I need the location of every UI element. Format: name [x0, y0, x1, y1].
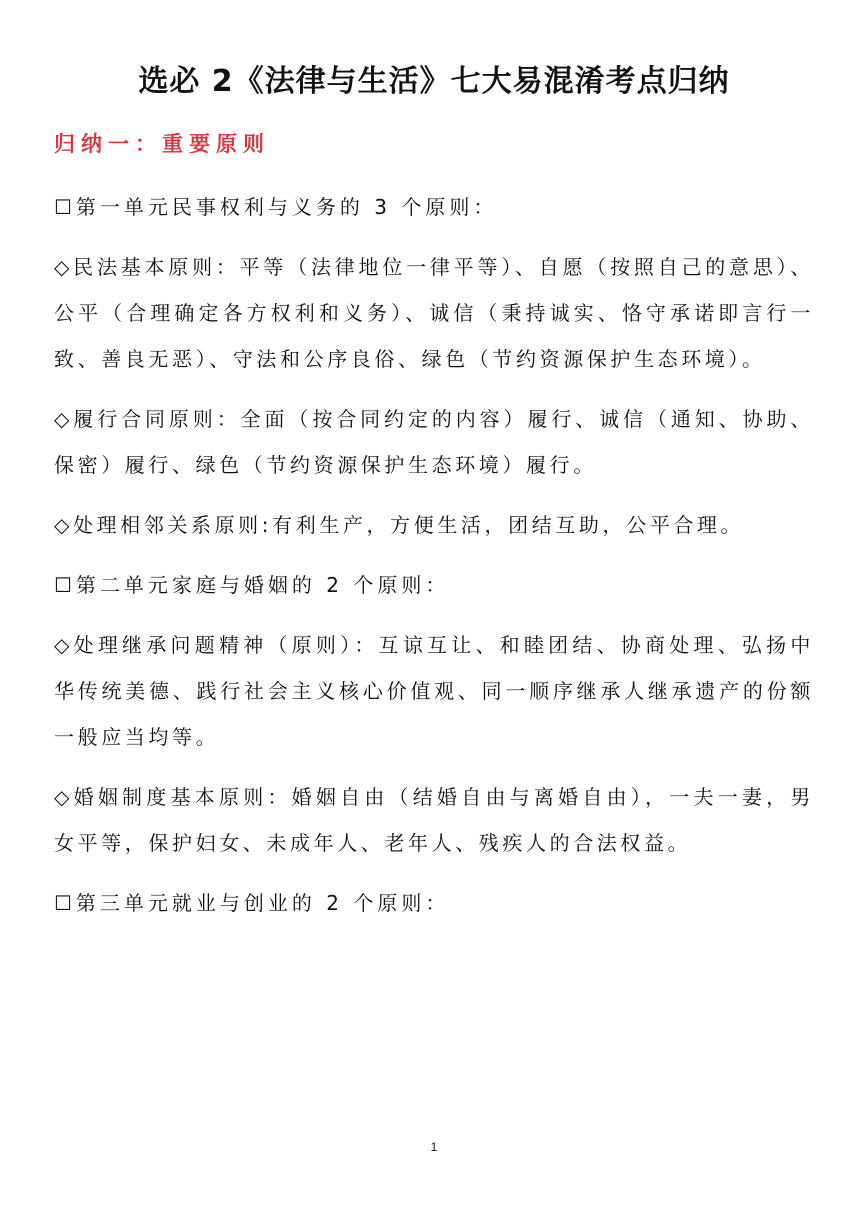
principle-paragraph: ◇婚姻制度基本原则：婚姻自由（结婚自由与离婚自由），一夫一妻，男女平等，保护妇女、未成年人、老年人、残疾人的合法权益。	[54, 785, 814, 855]
section-heading: 归纳一：重要原则	[54, 132, 270, 156]
page-number: 1	[430, 1140, 438, 1154]
principle-paragraph: ◇民法基本原则：平等（法律地位一律平等）、自愿（按照自己的意思）、公平（合理确定各方权利和义务）、诚信（秉持诚实、恪守承诺即言行一致、善良无恶）、守法和公序良俗、绿色（节约资源保护生态环境）。	[54, 255, 814, 371]
principle-paragraph: ◇处理相邻关系原则:有利生产，方便生活，团结互助，公平合理。	[54, 513, 745, 537]
unit-heading-paragraph: ☐第二单元家庭与婚姻的 2 个原则：	[54, 573, 450, 597]
document-title: 选必 2《法律与生活》七大易混淆考点归纳	[138, 64, 730, 99]
principle-paragraph: ◇处理继承问题精神（原则）：互谅互让、和睦团结、协商处理、弘扬中华传统美德、践行社会主义核心价值观、同一顺序继承人继承遗产的份额一般应当均等。	[54, 633, 814, 749]
unit-heading-paragraph: ☐第一单元民事权利与义务的 3 个原则：	[54, 195, 498, 219]
principle-paragraph: ◇履行合同原则：全面（按合同约定的内容）履行、诚信（通知、协助、保密）履行、绿色（节约资源保护生态环境）履行。	[54, 407, 814, 477]
unit-heading-paragraph: ☐第三单元就业与创业的 2 个原则：	[54, 891, 450, 915]
document-body	[54, 184, 814, 940]
